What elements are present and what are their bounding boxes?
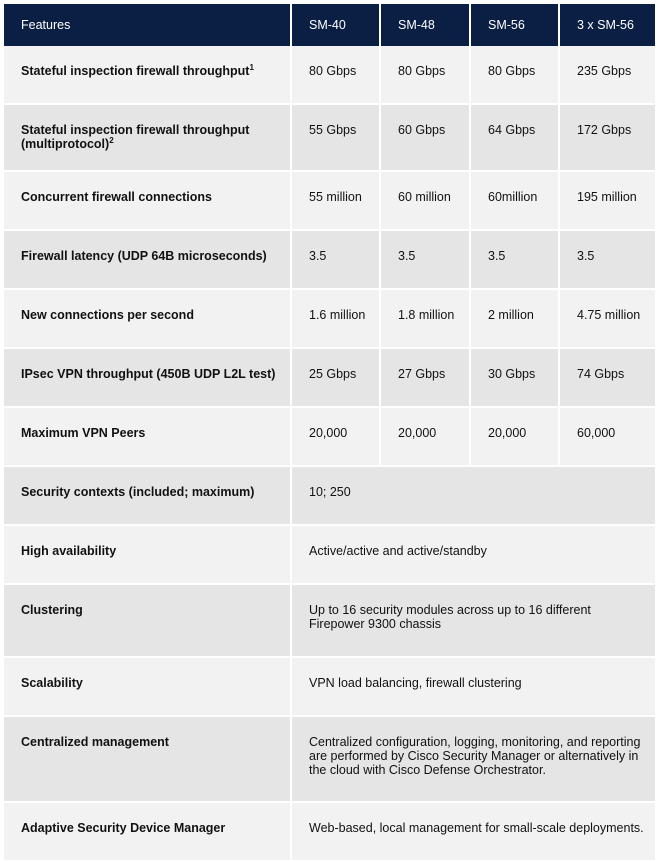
cell: 60,000 <box>560 408 655 467</box>
cell: 20,000 <box>471 408 560 467</box>
table-row <box>4 717 655 803</box>
header-3x-sm-56: 3 x SM-56 <box>560 4 655 46</box>
header-sm-56: SM-56 <box>471 4 560 46</box>
cell: 3.5 <box>292 231 381 290</box>
header-sm-48: SM-48 <box>381 4 471 46</box>
row-label: Stateful inspection firewall throughput$^1$ <box>4 46 292 105</box>
row-label: Security contexts (included; maximum) <box>4 467 292 526</box>
cell: 3.5 <box>381 231 471 290</box>
cell: 4.75 million <box>560 290 655 349</box>
header-row <box>4 4 655 46</box>
cell: 30 Gbps <box>471 349 560 408</box>
table-row <box>4 526 655 585</box>
cell: 172 Gbps <box>560 105 655 172</box>
cell: 60million <box>471 172 560 231</box>
row-label: Maximum VPN Peers <box>4 408 292 467</box>
row-label: Firewall latency (UDP 64B microseconds) <box>4 231 292 290</box>
span-cell: 10; 250 <box>292 467 655 526</box>
row-label: High availability <box>4 526 292 585</box>
cell: 3.5 <box>560 231 655 290</box>
cell: 80 Gbps <box>292 46 381 105</box>
cell: 3.5 <box>471 231 560 290</box>
table-row <box>4 349 655 408</box>
table-row <box>4 105 655 172</box>
cell: 25 Gbps <box>292 349 381 408</box>
table-row <box>4 290 655 349</box>
cell: 195 million <box>560 172 655 231</box>
row-label: IPsec VPN throughput (450B UDP L2L test) <box>4 349 292 408</box>
span-cell: Centralized configuration, logging, monitoring, and reporting are performed by Cisco Security Manager or alternatively in the cloud with Cisco Defense Orchestrator. <box>292 717 655 803</box>
span-cell: VPN load balancing, firewall clustering <box>292 658 655 717</box>
cell: 1.6 million <box>292 290 381 349</box>
cell: 64 Gbps <box>471 105 560 172</box>
table-row <box>4 585 655 658</box>
cell: 235 Gbps <box>560 46 655 105</box>
footnote-marker: 1 <box>249 62 254 72</box>
table-row <box>4 231 655 290</box>
cell: 74 Gbps <box>560 349 655 408</box>
row-label: Adaptive Security Device Manager <box>4 803 292 862</box>
cell: 80 Gbps <box>471 46 560 105</box>
table-row <box>4 408 655 467</box>
span-cell: Active/active and active/standby <box>292 526 655 585</box>
cell: 1.8 million <box>381 290 471 349</box>
row-label: New connections per second <box>4 290 292 349</box>
row-label: Scalability <box>4 658 292 717</box>
span-cell: Up to 16 security modules across up to 16 different Firepower 9300 chassis <box>292 585 655 658</box>
row-label: Stateful inspection firewall throughput (multiprotocol)$^2$ <box>4 105 292 172</box>
table-row <box>4 658 655 717</box>
cell: 55 Gbps <box>292 105 381 172</box>
header-sm-40: SM-40 <box>292 4 381 46</box>
cell: 20,000 <box>292 408 381 467</box>
table-row <box>4 172 655 231</box>
cell: 20,000 <box>381 408 471 467</box>
footnote-marker: 2 <box>109 135 114 145</box>
table-row <box>4 467 655 526</box>
cell: 60 million <box>381 172 471 231</box>
row-label: Concurrent firewall connections <box>4 172 292 231</box>
cell: 60 Gbps <box>381 105 471 172</box>
cell: 2 million <box>471 290 560 349</box>
row-label: Clustering <box>4 585 292 658</box>
table-row <box>4 46 655 105</box>
cell: 27 Gbps <box>381 349 471 408</box>
row-label: Centralized management <box>4 717 292 803</box>
header-features: Features <box>4 4 292 46</box>
table-row <box>4 803 655 862</box>
cell: 55 million <box>292 172 381 231</box>
span-cell: Web-based, local management for small-scale deployments. <box>292 803 655 862</box>
cell: 80 Gbps <box>381 46 471 105</box>
specs-table <box>4 4 655 862</box>
